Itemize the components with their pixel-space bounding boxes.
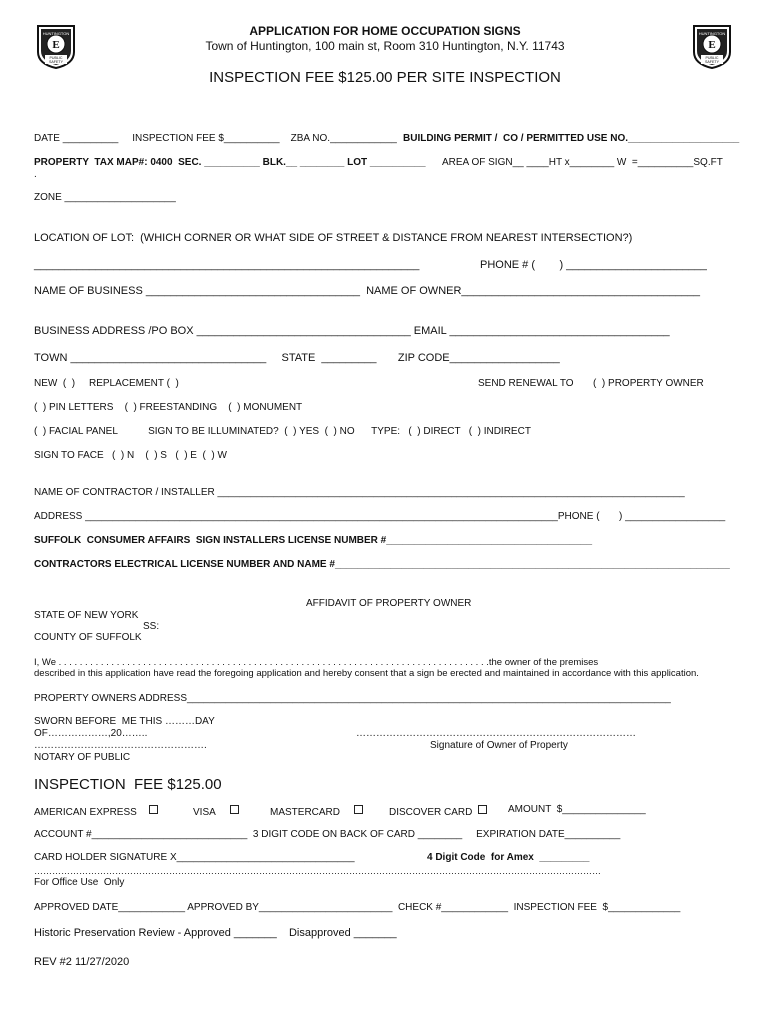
area-of-sign-line[interactable]: AREA OF SIGN__ ____HT x________ W =__________SQ.FT: [442, 157, 723, 168]
phone-line[interactable]: PHONE # ( ) _______________________: [480, 259, 707, 271]
form-title: APPLICATION FOR HOME OCCUPATION SIGNS: [249, 24, 521, 38]
location-blank-line[interactable]: _______________________________________________________________: [34, 259, 420, 271]
business-address-email-line[interactable]: BUSINESS ADDRESS /PO BOX ___________________________________ EMAIL ____________________________________: [34, 325, 670, 337]
amex-option[interactable]: [34, 805, 158, 818]
notary-signature-dots[interactable]: …………………………………………….: [34, 740, 207, 751]
card-holder-signature-line[interactable]: CARD HOLDER SIGNATURE X________________________________: [34, 852, 355, 863]
approved-line[interactable]: APPROVED DATE____________ APPROVED BY________________________ CHECK #____________ INSPECTION FEE $_____________: [34, 902, 681, 913]
logo-line1: PUBLIC: [49, 56, 63, 60]
zone-line[interactable]: ZONE ____________________: [34, 192, 176, 203]
building-permit-line[interactable]: BUILDING PERMIT / CO / PERMITTED USE NO.____________________: [403, 133, 740, 144]
discover-option[interactable]: [389, 805, 487, 818]
business-owner-line[interactable]: NAME OF BUSINESS ___________________________________ NAME OF OWNER_______________________________________: [34, 285, 701, 297]
historic-review-line[interactable]: Historic Preservation Review - Approved _______ Disapproved _______: [34, 927, 397, 939]
tax-map-line[interactable]: PROPERTY TAX MAP#: 0400 SEC. __________ BLK.__ ________ LOT __________: [34, 157, 426, 168]
revision-label: REV #2 11/27/2020: [34, 956, 130, 968]
town-state-zip-line[interactable]: TOWN ________________________________ STATE _________ ZIP CODE__________________: [34, 352, 560, 364]
fee-heading: INSPECTION FEE $125.00 PER SITE INSPECTION: [209, 69, 561, 86]
town-address: Town of Huntington, 100 main st, Room 310 Huntington, N.Y. 11743: [205, 39, 565, 53]
date-fee-zba-line[interactable]: DATE __________ INSPECTION FEE $__________ ZBA NO.____________: [34, 133, 397, 144]
amex-checkbox[interactable]: [149, 805, 158, 814]
visa-checkbox[interactable]: [230, 805, 239, 814]
contractor-line[interactable]: NAME OF CONTRACTOR / INSTALLER ____________________________________________________________________________________: [34, 487, 685, 498]
notary-of-public: NOTARY OF PUBLIC: [34, 752, 131, 763]
discover-checkbox[interactable]: [478, 805, 487, 814]
send-renewal-line[interactable]: SEND RENEWAL TO ( ) PROPERTY OWNER: [478, 378, 704, 389]
suffolk-license-line[interactable]: SUFFOLK CONSUMER AFFAIRS SIGN INSTALLERS LICENSE NUMBER #_____________________________________: [34, 535, 593, 546]
discover-label: DISCOVER CARD: [389, 807, 473, 818]
county-of-suffolk: COUNTY OF SUFFOLK: [34, 632, 142, 643]
stray-dot: .: [34, 169, 37, 180]
logo-line2: SAFETY: [49, 60, 63, 64]
account-code-expiration-line[interactable]: ACCOUNT #____________________________ 3 DIGIT CODE ON BACK OF CARD ________ EXPIRATION DATE__________: [34, 829, 621, 840]
facial-illuminated-line[interactable]: ( ) FACIAL PANEL SIGN TO BE ILLUMINATED? ( ) YES ( ) NO TYPE: ( ) DIRECT ( ) INDIRECT: [34, 426, 531, 437]
electrical-license-line[interactable]: CONTRACTORS ELECTRICAL LICENSE NUMBER AND NAME #_______________________________________________________________________: [34, 559, 730, 570]
amount-field[interactable]: AMOUNT $_______________: [508, 804, 646, 815]
owner-signature-label: Signature of Owner of Property: [430, 740, 568, 751]
sign-type-line[interactable]: ( ) PIN LETTERS ( ) FREESTANDING ( ) MONUMENT: [34, 402, 303, 413]
sworn-of-line[interactable]: OF………………,20……..: [34, 728, 148, 739]
owner-signature-dots[interactable]: …………………………………………………………………………: [356, 728, 636, 739]
visa-label: VISA: [193, 807, 216, 818]
sworn-before-line[interactable]: SWORN BEFORE ME THIS ………DAY: [34, 716, 215, 727]
owners-address-line[interactable]: PROPERTY OWNERS ADDRESS_______________________________________________________________________________________: [34, 693, 671, 704]
office-use-dotted-rule: ………………………………………………………………………………………………………………………………………………………………………: [34, 866, 601, 876]
amex-label: AMERICAN EXPRESS: [34, 807, 137, 818]
location-of-lot-line: LOCATION OF LOT: (WHICH CORNER OR WHAT SIDE OF STREET & DISTANCE FROM NEAREST INTERSECTION?): [34, 232, 633, 244]
new-replacement-line[interactable]: NEW ( ) REPLACEMENT ( ): [34, 378, 179, 389]
contractor-address-phone-line[interactable]: ADDRESS _____________________________________________________________________________________PHONE ( ) __________________: [34, 511, 726, 522]
mastercard-label: MASTERCARD: [270, 807, 341, 818]
logo-top-text: HUNTINGTON: [42, 31, 70, 36]
sign-to-face-line[interactable]: SIGN TO FACE ( ) N ( ) S ( ) E ( ) W: [34, 450, 227, 461]
mastercard-option[interactable]: [270, 805, 363, 818]
logo-letter: E: [708, 39, 716, 51]
logo-letter: E: [52, 39, 60, 51]
amex-code-line[interactable]: 4 Digit Code for Amex _________: [427, 852, 590, 863]
logo-line2: SAFETY: [705, 60, 719, 64]
owner-statement-line[interactable]: I, We . . . . . . . . . . . . . . . . . . . . . . . . . . . . . . . . . . . . . . . . . . . . . . . . . . . . . . . . . . . . . . . . . . . . . . . . . . . . . . . . . .the owner of the premises: [34, 657, 599, 668]
state-of-new-york: STATE OF NEW YORK: [34, 610, 139, 621]
office-use-label: For Office Use Only: [34, 877, 125, 888]
logo-line1: PUBLIC: [705, 56, 719, 60]
payment-heading: INSPECTION FEE $125.00: [34, 776, 222, 793]
affidavit-title: AFFIDAVIT OF PROPERTY OWNER: [306, 598, 472, 609]
consent-statement: described in this application have read the foregoing application and hereby consent that a sign be erected and maintained in accordance with this application.: [34, 668, 699, 679]
mastercard-checkbox[interactable]: [354, 805, 363, 814]
logo-top-text: HUNTINGTON: [698, 31, 726, 36]
ss-label: SS:: [143, 621, 160, 632]
visa-option[interactable]: [193, 805, 239, 818]
